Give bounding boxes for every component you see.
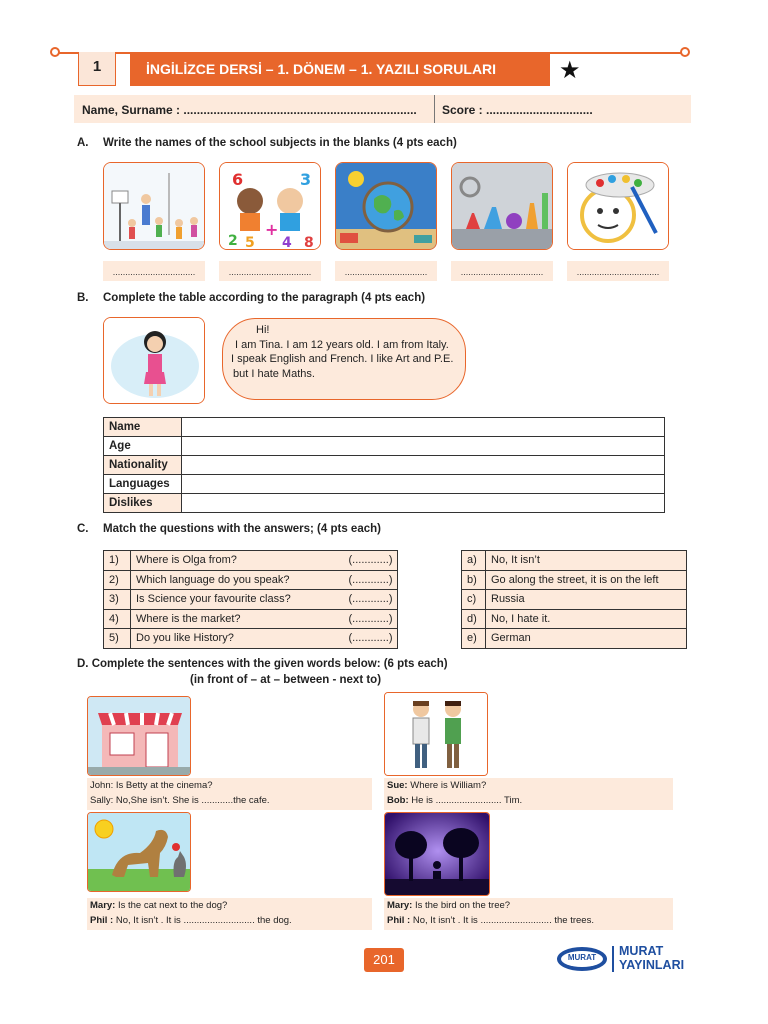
answer-text: No, I hate it. (486, 609, 687, 629)
dialog-3-speaker-2: Phil : (90, 915, 114, 926)
answer-blank-3[interactable]: ................................. (335, 261, 437, 281)
answer-cell[interactable] (182, 456, 665, 475)
info-table (103, 417, 665, 513)
answer-text: No, It isn’t (486, 551, 687, 571)
given-words: (in front of – at – between - next to) (190, 674, 382, 686)
answer-text: Russia (486, 590, 687, 610)
row-label: Dislikes (104, 494, 182, 513)
bubble-line-4: but I hate Maths. (233, 367, 315, 380)
logo-divider (612, 946, 614, 972)
table-row (462, 609, 687, 629)
match-blank[interactable]: (............) (344, 590, 398, 610)
answer-text: Go along the street, it is on the left (486, 570, 687, 590)
answer-cell[interactable] (182, 418, 665, 437)
question-number: 4) (104, 609, 131, 629)
answer-blank-2[interactable]: ................................. (219, 261, 321, 281)
questions-table (103, 550, 398, 649)
table-row (104, 609, 398, 629)
dialog-4-speaker-2: Phil : (387, 915, 411, 926)
dialog-4-line-2 (387, 913, 673, 928)
table-row (104, 494, 665, 513)
page-title: İNGİLİZCE DERSİ – 1. DÖNEM – 1. YAZILI SORULARI (130, 52, 550, 86)
bubble-line-3: I speak English and French. I like Art and P.E. (231, 353, 454, 365)
cafe-picture (87, 696, 191, 776)
header-rule-right-dot (680, 47, 690, 57)
dog-cat-picture (87, 812, 191, 892)
bubble-line-1: Hi! (256, 324, 270, 336)
table-row (462, 551, 687, 571)
table-row (104, 418, 665, 437)
dialog-1 (87, 778, 372, 810)
header-rule-left-dot (50, 47, 60, 57)
table-row (462, 590, 687, 610)
dialog-4-text-1: Is the bird on the tree? (412, 900, 511, 911)
bubble-line-2: I am Tina. I am 12 years old. I am from Italy. (235, 338, 449, 351)
art-picture (567, 162, 669, 250)
section-d-instruction: D. Complete the sentences with the given words below: (6 pts each) (77, 658, 448, 670)
table-row (104, 475, 665, 494)
section-a-letter: A. (77, 137, 89, 149)
dialog-4-line-1 (387, 898, 673, 913)
match-blank[interactable]: (............) (344, 609, 398, 629)
logo-badge-text: MURAT (567, 953, 597, 962)
svg-text:2: 2 (228, 233, 238, 249)
dialog-2-speaker-1: Sue: (387, 780, 408, 791)
divider (434, 95, 435, 123)
name-score-bar (74, 95, 691, 123)
answer-text: German (486, 629, 687, 649)
dialog-4 (384, 898, 673, 930)
table-row (104, 570, 398, 590)
svg-text:3: 3 (300, 170, 312, 189)
svg-text:5: 5 (245, 235, 255, 250)
answers-table (461, 550, 687, 649)
section-c-instruction: Match the questions with the answers; (4 pts each) (103, 523, 381, 535)
question-text: Which language do you speak? (131, 570, 344, 590)
svg-text:8: 8 (304, 235, 314, 250)
table-row (104, 551, 398, 571)
table-row (104, 629, 398, 649)
question-text: Do you like History? (131, 629, 344, 649)
answer-letter: c) (462, 590, 486, 610)
row-label: Name (104, 418, 182, 437)
publisher-logo-badge (556, 946, 608, 972)
dialog-1-line-2: Sally: No,She isn’t. She is ............the cafe. (90, 795, 270, 806)
publisher-name (619, 944, 684, 972)
section-a-instruction: Write the names of the school subjects in the blanks (4 pts each) (103, 137, 457, 149)
publisher-name-line-1: MURAT (619, 944, 664, 958)
science-picture (451, 162, 553, 250)
dialog-4-text-2: No, It isn’t . It is ........................... the trees. (410, 915, 594, 926)
table-row (462, 570, 687, 590)
answer-letter: e) (462, 629, 486, 649)
match-blank[interactable]: (............) (344, 551, 398, 571)
row-label: Nationality (104, 456, 182, 475)
dialog-1-line-1: John: Is Betty at the cinema? (90, 780, 213, 791)
dialog-2 (384, 778, 673, 810)
tina-picture (103, 317, 205, 404)
dialog-4-speaker-1: Mary: (387, 900, 413, 911)
answer-cell[interactable] (182, 475, 665, 494)
svg-text:6: 6 (232, 170, 244, 189)
row-label: Age (104, 437, 182, 456)
star-icon: ★ (559, 57, 581, 84)
dialog-3-text-1: Is the cat next to the dog? (115, 900, 228, 911)
section-c-letter: C. (77, 523, 89, 535)
geography-picture (335, 162, 437, 250)
maths-picture (219, 162, 321, 250)
match-blank[interactable]: (............) (344, 570, 398, 590)
dialog-2-text-2: He is ......................... Tim. (408, 795, 523, 806)
unit-number: 1 (78, 52, 116, 86)
svg-text:+: + (265, 220, 279, 239)
speech-bubble (222, 318, 466, 400)
dialog-2-line-2 (387, 793, 673, 808)
section-b-instruction: Complete the table according to the paragraph (4 pts each) (103, 292, 426, 304)
boys-picture (384, 692, 488, 776)
pe-picture (103, 162, 205, 250)
answer-cell[interactable] (182, 437, 665, 456)
dialog-3-text-2: No, It isn’t . It is ........................... the dog. (113, 915, 292, 926)
answer-letter: b) (462, 570, 486, 590)
trees-bird-picture (384, 812, 490, 896)
dialog-3-line-2 (90, 913, 372, 928)
question-text: Where is Olga from? (131, 551, 344, 571)
name-field[interactable]: Name, Surname : ...................................................................... (82, 103, 417, 117)
match-blank[interactable]: (............) (344, 629, 398, 649)
dialog-3 (87, 898, 372, 930)
table-row (104, 590, 398, 610)
answer-cell[interactable] (182, 494, 665, 513)
dialog-2-speaker-2: Bob: (387, 795, 409, 806)
answer-letter: d) (462, 609, 486, 629)
answer-blank-4[interactable]: ................................. (451, 261, 553, 281)
question-number: 3) (104, 590, 131, 610)
table-row (462, 629, 687, 649)
dialog-3-line-1 (90, 898, 372, 913)
dialog-2-line-1 (387, 778, 673, 793)
table-row (104, 437, 665, 456)
question-text: Where is the market? (131, 609, 344, 629)
answer-blank-1[interactable]: ................................. (103, 261, 205, 281)
table-row (104, 456, 665, 475)
publisher-name-line-2: YAYINLARI (619, 958, 685, 972)
dialog-2-text-1: Where is William? (407, 780, 487, 791)
answer-letter: a) (462, 551, 486, 571)
question-text: Is Science your favourite class? (131, 590, 344, 610)
dialog-3-speaker-1: Mary: (90, 900, 116, 911)
page-number: 201 (364, 948, 404, 972)
section-b-letter: B. (77, 292, 89, 304)
question-number: 5) (104, 629, 131, 649)
svg-text:4: 4 (282, 235, 292, 250)
question-number: 2) (104, 570, 131, 590)
score-field[interactable]: Score : ................................ (442, 103, 593, 117)
question-number: 1) (104, 551, 131, 571)
answer-blank-5[interactable]: ................................. (567, 261, 669, 281)
row-label: Languages (104, 475, 182, 494)
